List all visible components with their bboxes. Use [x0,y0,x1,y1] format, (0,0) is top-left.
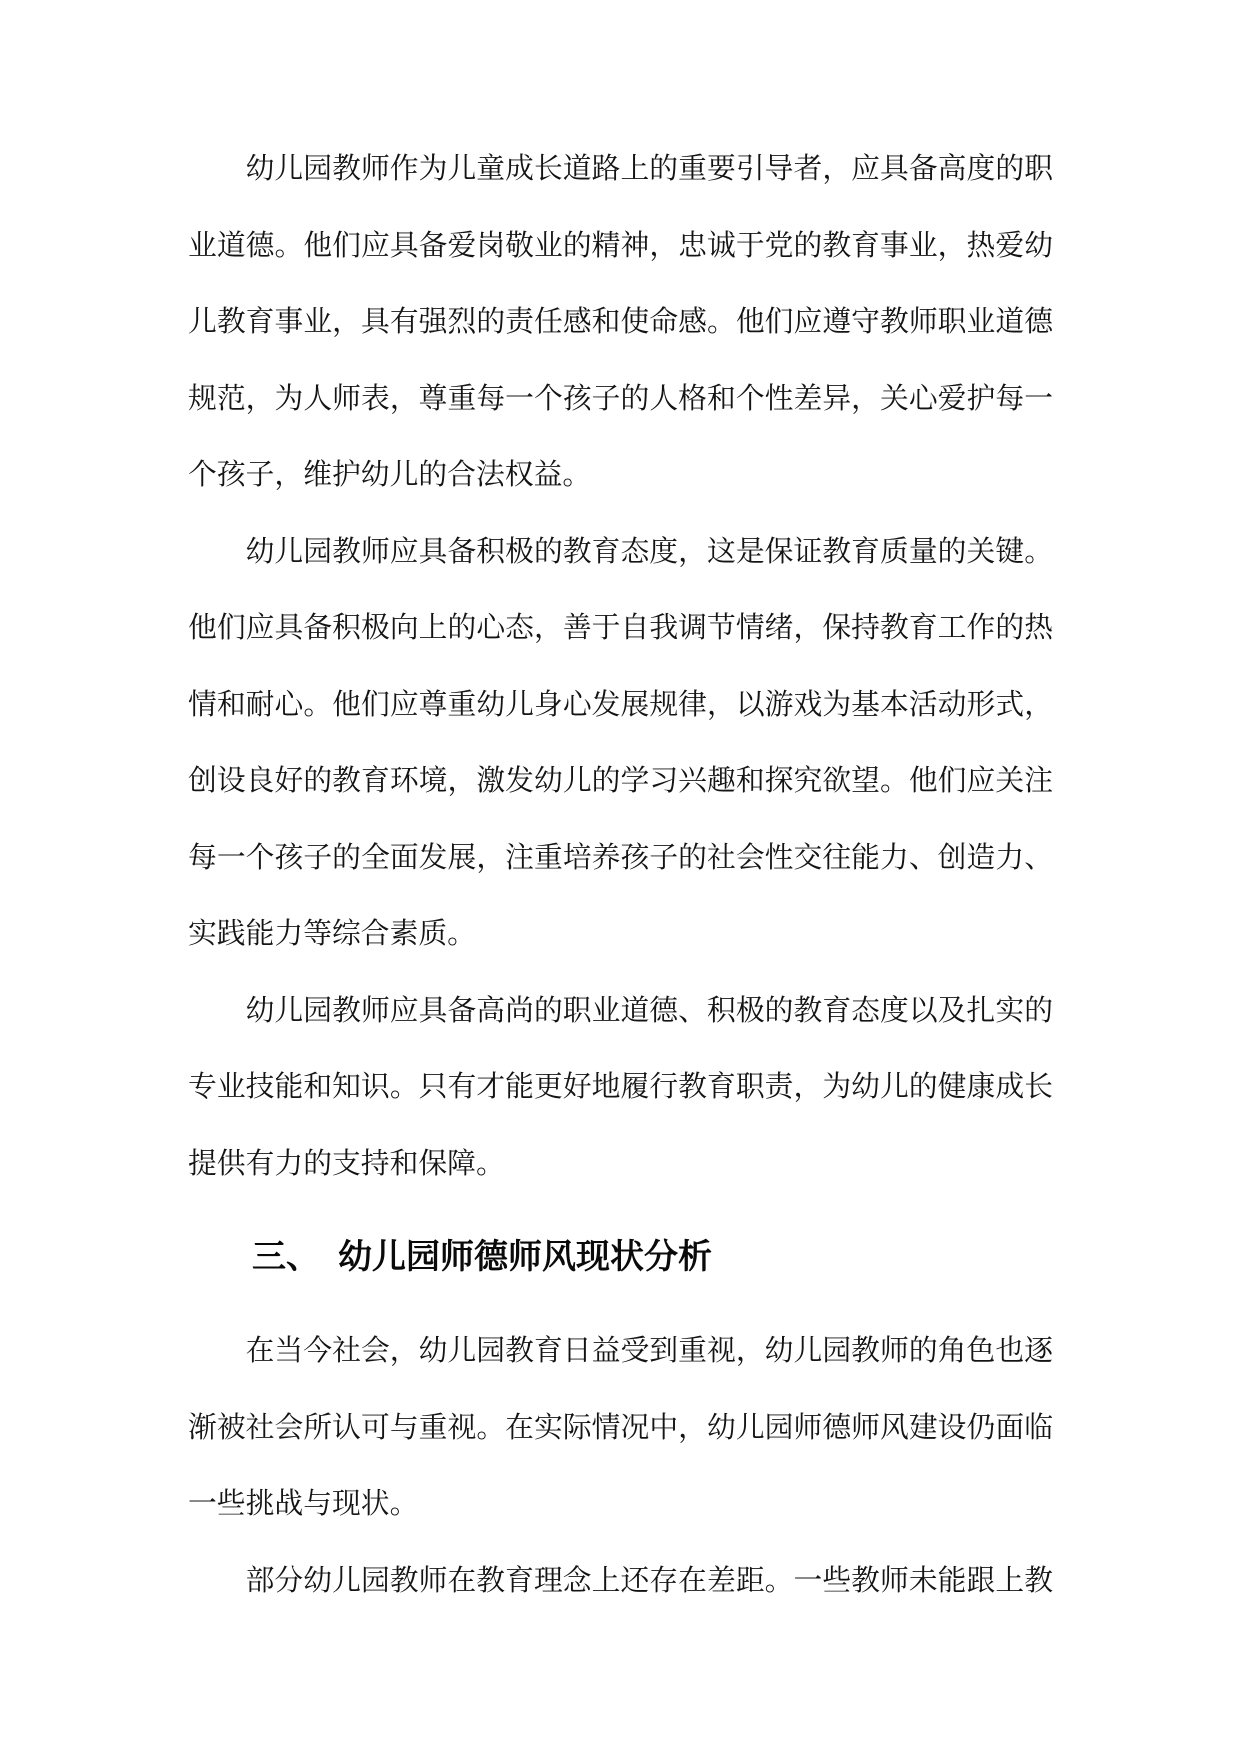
body-line: 幼儿园教师应具备积极的教育态度，这是保证教育质量的关键。 [245,535,1053,568]
body-line: 儿教育事业，具有强烈的责任感和使命感。他们应遵守教师职业道德 [188,306,1053,338]
body-line: 一些挑战与现状。 [188,1488,419,1520]
body-line: 个孩子，维护幼儿的合法权益。 [188,459,592,491]
body-line: 幼儿园教师应具备高尚的职业道德、积极的教育态度以及扎实的 [245,994,1053,1027]
body-line: 创设良好的教育环境，激发幼儿的学习兴趣和探究欲望。他们应关注 [188,765,1053,797]
paragraph [188,514,1053,973]
body-line: 业道德。他们应具备爱岗敬业的精神，忠诚于党的教育事业，热爱幼 [188,229,1053,262]
body-line: 渐被社会所认可与重视。在实际情况中，幼儿园师德师风建设仍面临 [188,1411,1053,1444]
body-line: 部分幼儿园教师在教育理念上还存在差距。一些教师未能跟上教 [245,1564,1053,1597]
section-heading [188,1202,1053,1313]
body-line: 他们应具备积极向上的心态，善于自我调节情绪，保持教育工作的热 [188,612,1053,644]
body-line: 专业技能和知识。只有才能更好地履行教育职责，为幼儿的健康成长 [188,1071,1053,1103]
body-line: 实践能力等综合素质。 [188,918,476,950]
paragraph [188,1543,1053,1620]
paragraph [188,1313,1053,1543]
body-line: 规范，为人师表，尊重每一个孩子的人格和个性差异，关心爱护每一 [188,382,1053,415]
paragraph [188,131,1053,514]
body-line: 情和耐心。他们应尊重幼儿身心发展规律，以游戏为基本活动形式， [188,688,1053,721]
body-line: 幼儿园教师作为儿童成长道路上的重要引导者，应具备高度的职 [245,153,1053,185]
paragraph [188,973,1053,1203]
body-line: 提供有力的支持和保障。 [188,1147,505,1180]
heading-title: 幼儿园师德师风现状分析 [338,1239,712,1276]
heading-number: 三、 [252,1239,320,1276]
body-line: 每一个孩子的全面发展，注重培养孩子的社会性交往能力、创造力、 [188,841,1053,874]
body-line: 在当今社会，幼儿园教育日益受到重视，幼儿园教师的角色也逐 [245,1335,1053,1367]
